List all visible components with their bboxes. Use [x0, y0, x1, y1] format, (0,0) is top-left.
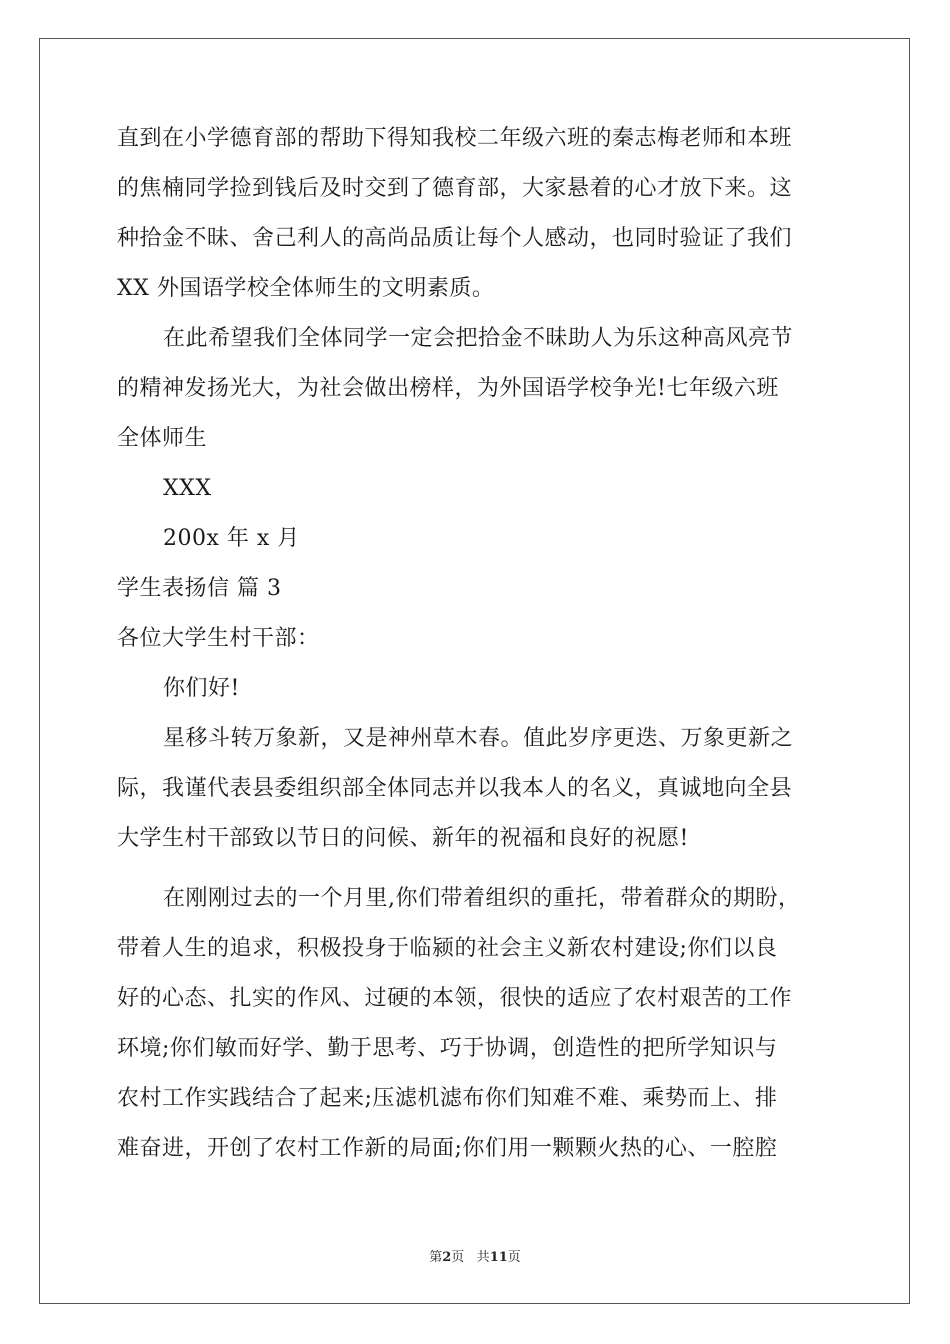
text-line: 农村工作实践结合了起来;压滤机滤布你们知难不难、乘势而上、排 [117, 1086, 778, 1111]
footer-total-prefix: 共 [476, 1250, 490, 1265]
salutation: 各位大学生村干部： [117, 626, 320, 651]
text-line: 的精神发扬光大，为社会做出榜样，为外国语学校争光!七年级六班 [117, 376, 779, 401]
text-line: 带着人生的追求，积极投身于临颍的社会主义新农村建设;你们以良 [117, 936, 778, 961]
text-line: 星移斗转万象新，又是神州草木春。值此岁序更迭、万象更新之 [163, 726, 794, 751]
text-line: 的焦楠同学捡到钱后及时交到了德育部，大家悬着的心才放下来。这 [117, 176, 793, 201]
footer-total-suffix: 页 [507, 1250, 521, 1265]
total-pages-number: 11 [489, 1250, 508, 1265]
page-footer [0, 1246, 950, 1265]
text-line: 际，我谨代表县委组织部全体同志并以我本人的名义，真诚地向全县 [117, 776, 793, 801]
text-line: 种拾金不昧、舍己利人的高尚品质让每个人感动，也同时验证了我们 [117, 226, 793, 251]
text-line: 大学生村干部致以节日的问候、新年的祝福和良好的祝愿! [117, 826, 689, 851]
text-line: 在此希望我们全体同学一定会把拾金不昧助人为乐这种高风亮节 [163, 326, 794, 351]
signature-name: XXX [163, 476, 212, 501]
text-line: 难奋进，开创了农村工作新的局面;你们用一颗颗火热的心、一腔腔 [117, 1136, 778, 1161]
greeting: 你们好! [163, 676, 240, 701]
text-line: XX 外国语学校全体师生的文明素质。 [117, 276, 495, 301]
text-line: 好的心态、扎实的作风、过硬的本领，很快的适应了农村艰苦的工作 [117, 986, 793, 1011]
text-line: 环境;你们敏而好学、勤于思考、巧于协调，创造性的把所学知识与 [117, 1036, 778, 1061]
text-line: 直到在小学德育部的帮助下得知我校二年级六班的秦志梅老师和本班 [117, 126, 793, 151]
footer-prefix: 第 [429, 1250, 443, 1265]
current-page-number: 2 [442, 1250, 452, 1265]
text-line: 全体师生 [117, 426, 208, 451]
text-line: 在刚刚过去的一个月里,你们带着组织的重托，带着群众的期盼， [163, 886, 801, 911]
section-heading: 学生表扬信 篇 3 [117, 576, 282, 601]
footer-page-word: 页 [451, 1250, 465, 1265]
signature-date: 200x 年 x 月 [163, 526, 300, 551]
